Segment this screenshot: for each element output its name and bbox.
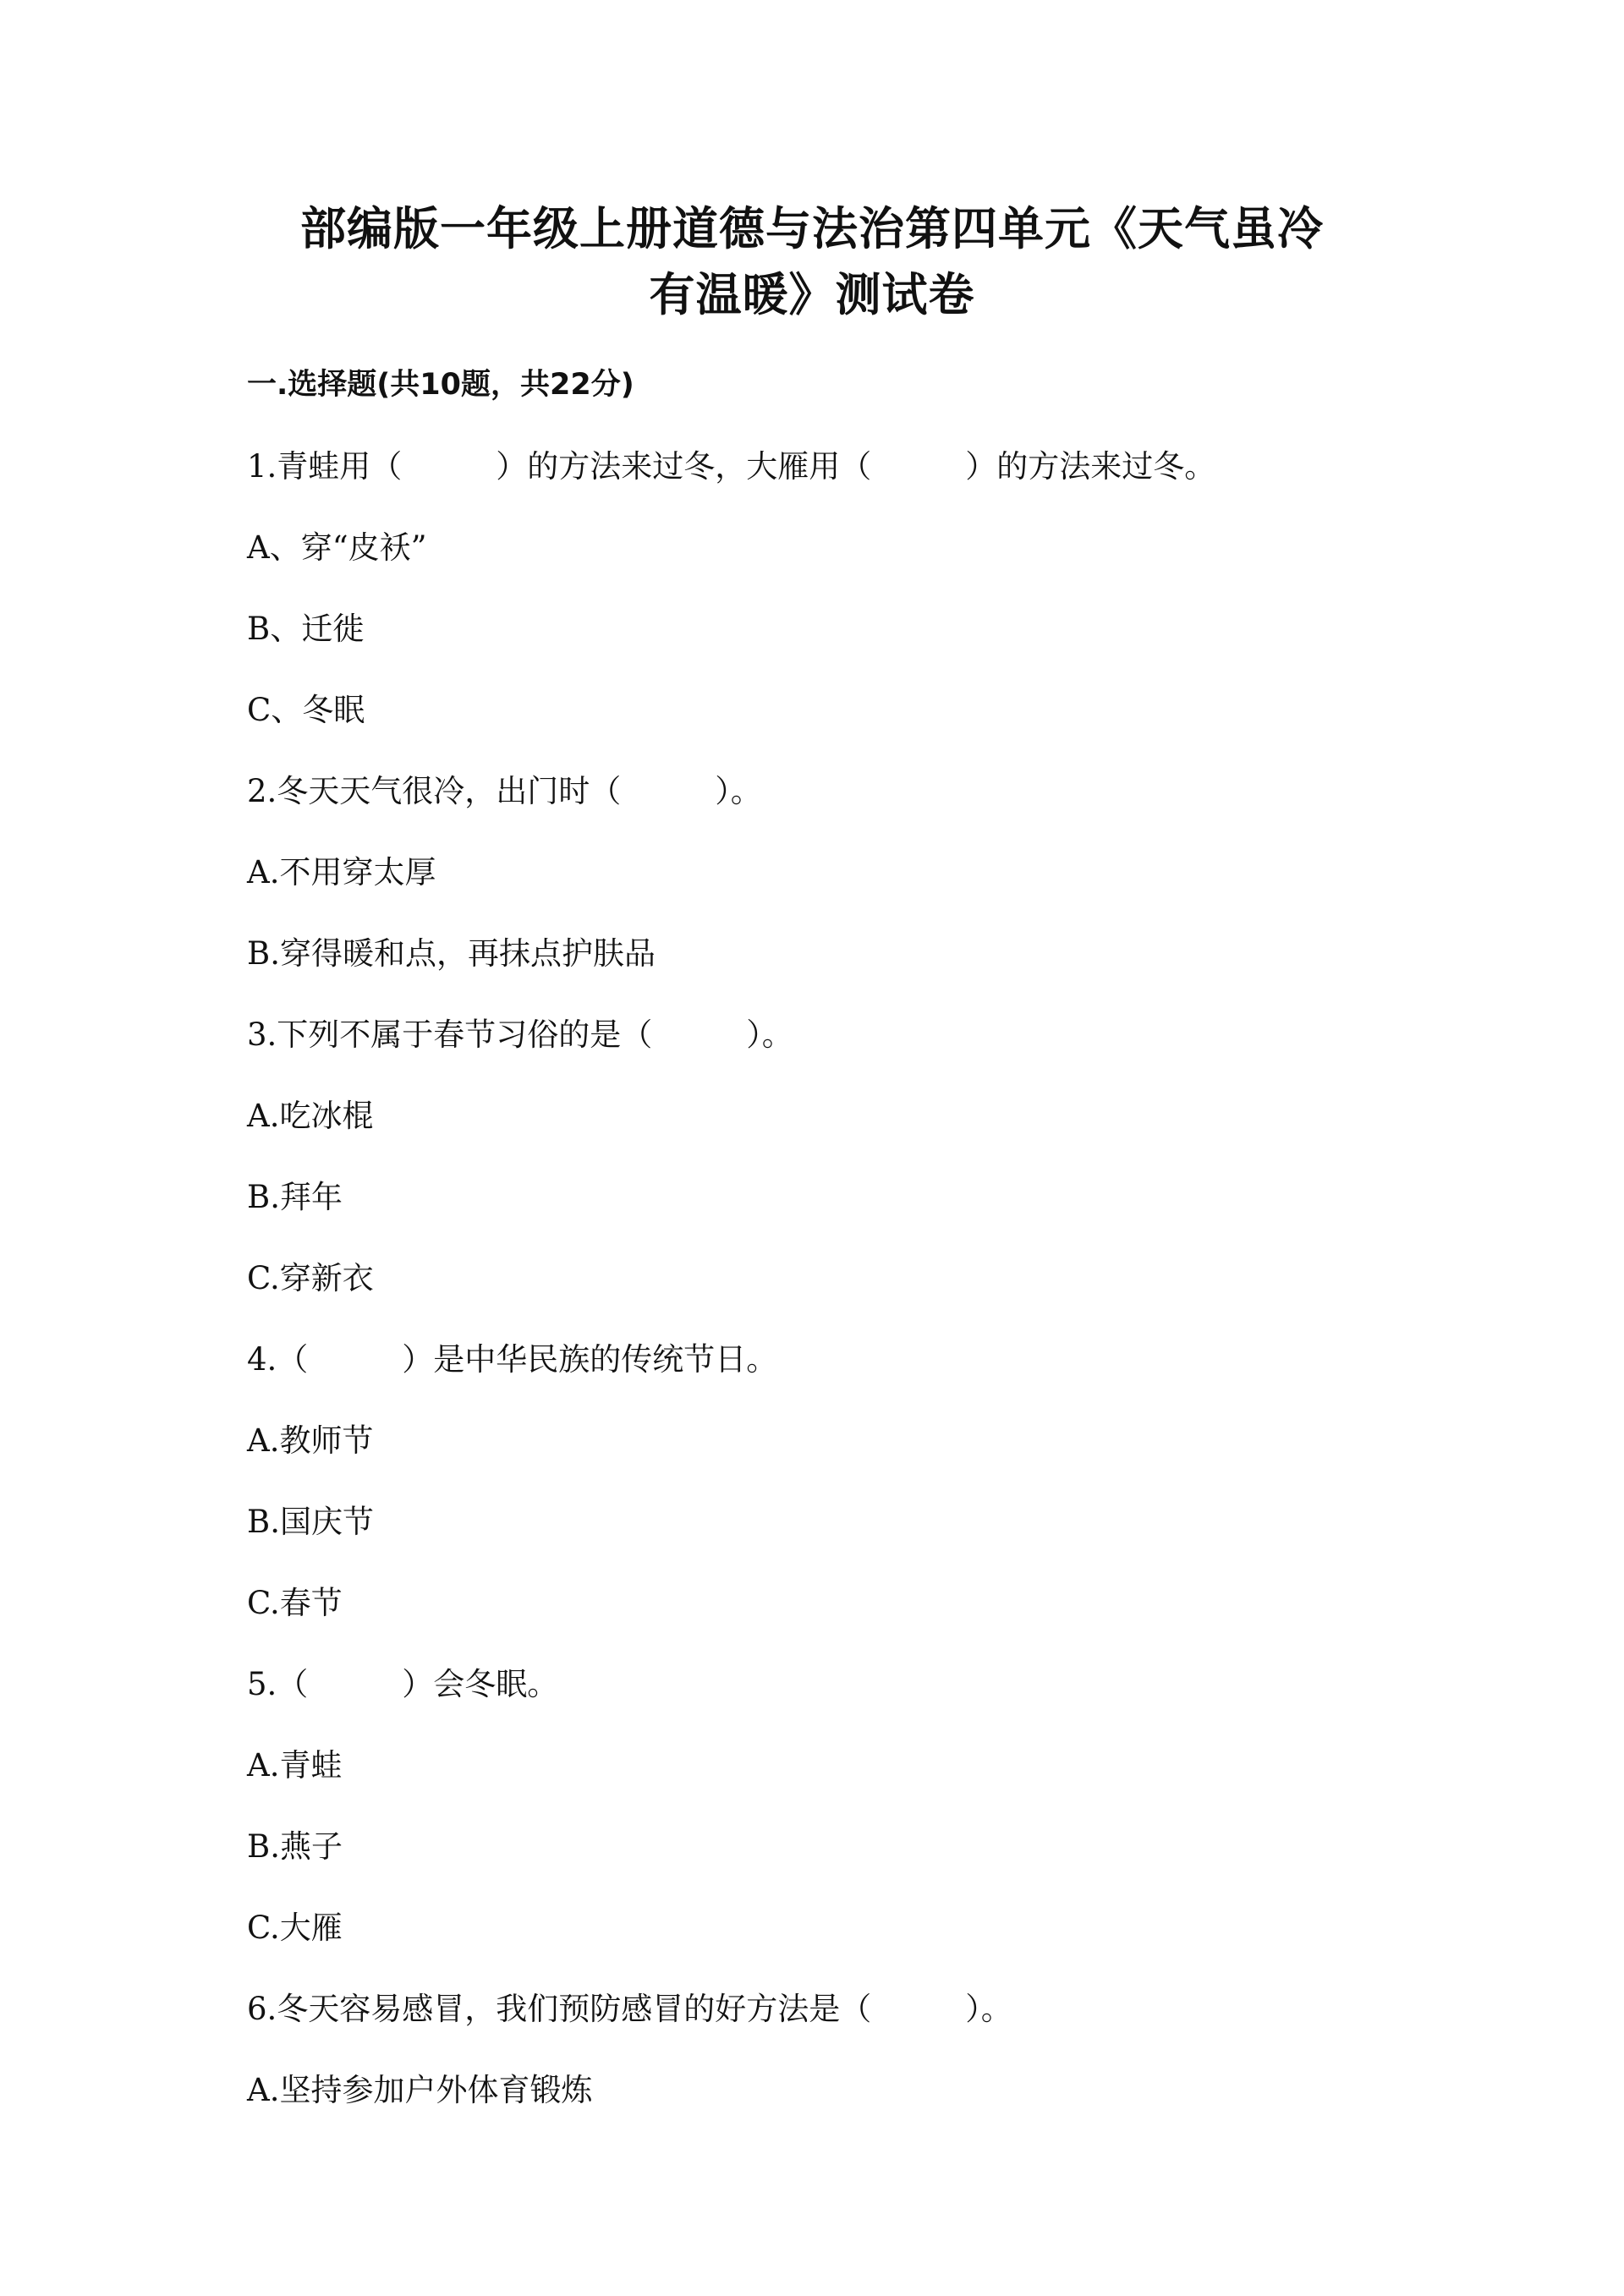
question-stem: 5.（ ）会冬眠。 — [247, 1666, 559, 1702]
question-stem: 1.青蛙用（ ）的方法来过冬，大雁用（ ）的方法来过冬。 — [247, 448, 1216, 485]
question-option: A.教师节 — [247, 1422, 374, 1459]
question-option: A.坚持参加户外体育锻炼 — [247, 2072, 593, 2108]
question-option: A.不用穿太厚 — [247, 854, 436, 890]
question-option: C.穿新衣 — [247, 1260, 374, 1296]
question-option: B.国庆节 — [247, 1504, 374, 1540]
question-option: B.燕子 — [247, 1828, 343, 1865]
question-option: C.春节 — [247, 1585, 343, 1621]
question-stem: 4.（ ）是中华民族的传统节日。 — [247, 1341, 778, 1378]
section-heading: 一.选择题(共10题，共22分) — [247, 368, 634, 402]
page-title-line-2: 有温暖》测试卷 — [649, 268, 975, 321]
question-stem: 3.下列不属于春节习俗的是（ ）。 — [247, 1016, 793, 1053]
question-option: B.穿得暖和点，再抹点护肤品 — [247, 935, 656, 972]
question-option: A.青蛙 — [247, 1747, 343, 1784]
question-option: A.吃冰棍 — [247, 1098, 374, 1134]
question-option: B.拜年 — [247, 1179, 343, 1215]
question-option: A、穿“皮袄” — [247, 529, 427, 566]
question-stem: 2.冬天天气很冷，出门时（ ）。 — [247, 773, 762, 809]
question-option: B、迁徙 — [247, 611, 365, 647]
page-title-line-1: 部编版一年级上册道德与法治第四单元《天气虽冷 — [300, 202, 1324, 255]
question-stem: 6.冬天容易感冒，我们预防感冒的好方法是（ ）。 — [247, 1991, 1012, 2027]
question-option: C、冬眠 — [247, 692, 365, 728]
question-option: C.大雁 — [247, 1910, 343, 1946]
